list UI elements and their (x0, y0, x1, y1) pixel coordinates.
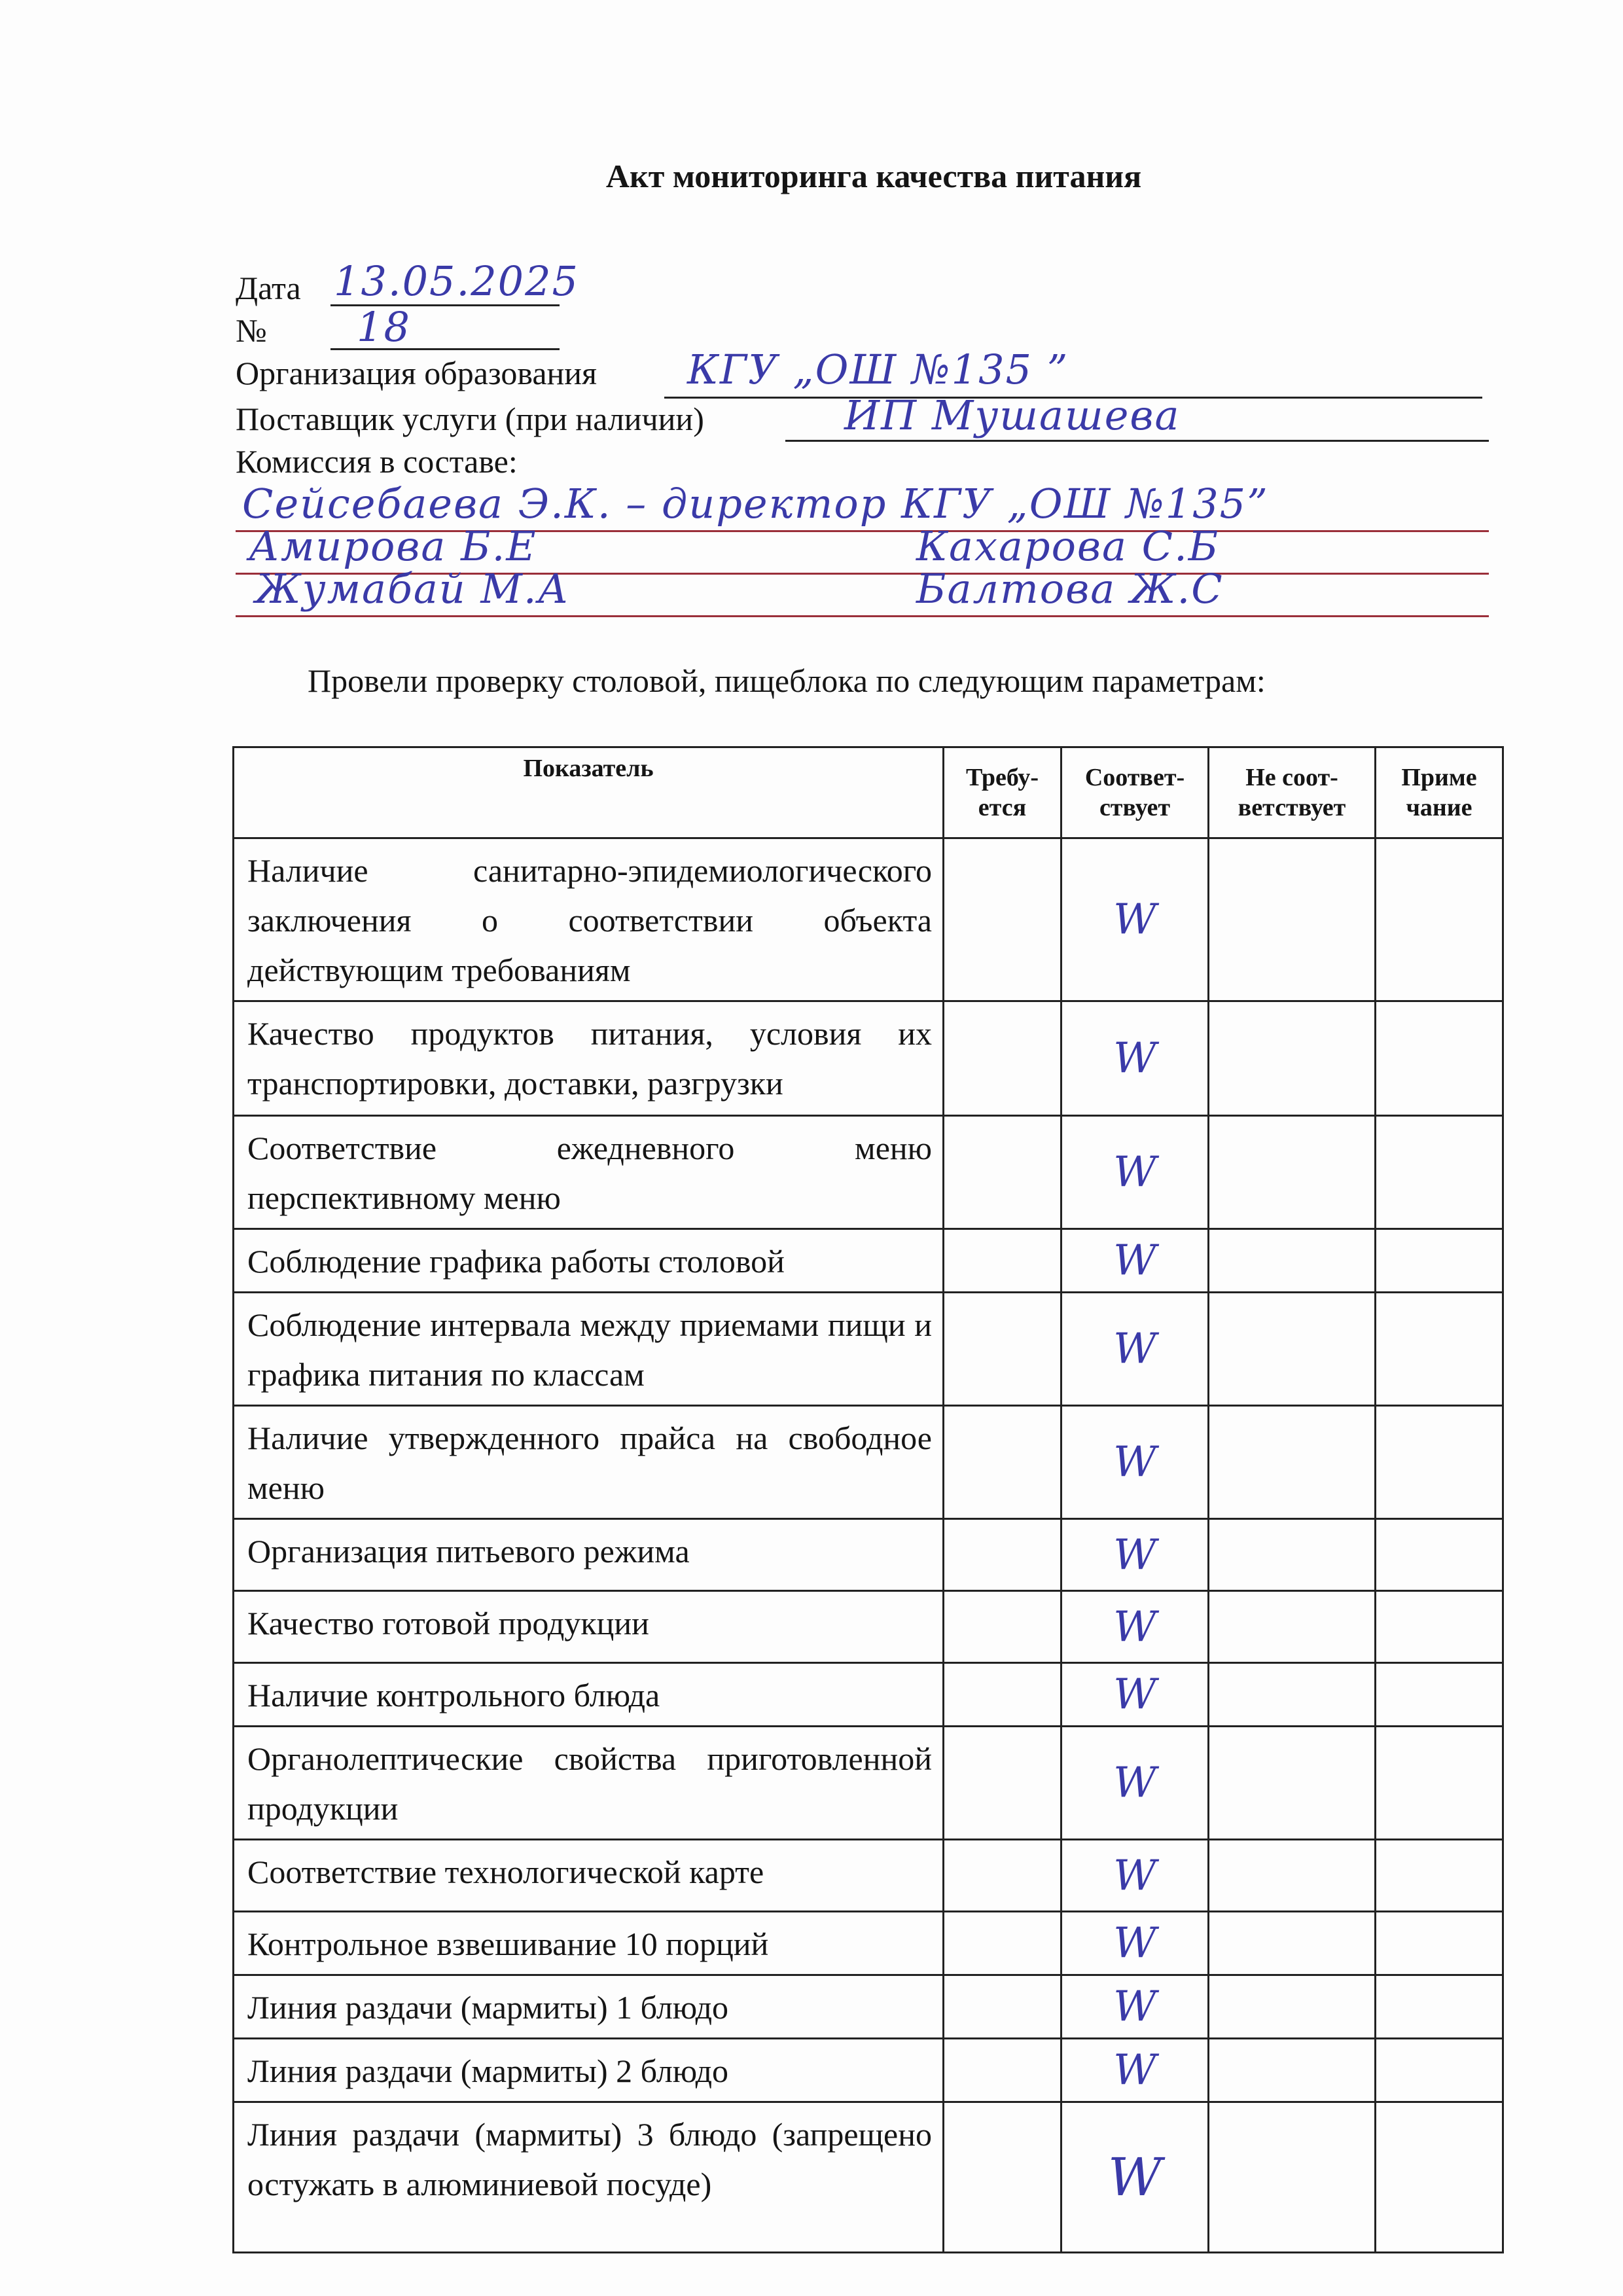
row-complies (1061, 1591, 1209, 1663)
row-required (944, 1406, 1061, 1519)
row-complies (1061, 2039, 1209, 2102)
row-complies (1061, 1912, 1209, 1975)
row-note (1376, 1912, 1503, 1975)
table-row (234, 1912, 1503, 1975)
row-required (944, 1519, 1061, 1591)
row-indicator: Наличие контрольного блюда (234, 1663, 944, 1727)
row-note (1376, 1591, 1503, 1663)
row-required (944, 1591, 1061, 1663)
row-not-complies (1209, 1229, 1376, 1293)
table-row (234, 2102, 1503, 2253)
row-complies (1061, 1116, 1209, 1229)
handwritten-check-icon: W (1113, 1670, 1156, 1719)
row-complies (1061, 1975, 1209, 2039)
row-note (1376, 1727, 1503, 1840)
row-note (1376, 1001, 1503, 1116)
row-required (944, 2102, 1061, 2253)
row-complies (1061, 1406, 1209, 1519)
number-value: 18 (357, 303, 411, 351)
organization-label: Организация образования (236, 355, 597, 391)
row-not-complies (1209, 1293, 1376, 1406)
table-row (234, 2039, 1503, 2102)
row-required (944, 838, 1061, 1001)
row-complies (1061, 1519, 1209, 1591)
handwritten-check-icon: W (1113, 1851, 1156, 1900)
handwritten-check-icon: W (1113, 1982, 1156, 2031)
number-label: № (236, 312, 267, 349)
row-note (1376, 1229, 1503, 1293)
row-not-complies (1209, 1591, 1376, 1663)
row-note (1376, 1840, 1503, 1912)
row-note (1376, 2102, 1503, 2253)
row-note (1376, 1116, 1503, 1229)
row-required (944, 1229, 1061, 1293)
supplier-underline (785, 440, 1489, 442)
row-required (944, 1116, 1061, 1229)
table-row (234, 1293, 1503, 1406)
row-not-complies (1209, 1975, 1376, 2039)
row-note (1376, 1519, 1503, 1591)
row-indicator: Соответствие технологической карте (234, 1840, 944, 1912)
row-not-complies (1209, 1519, 1376, 1591)
supplier-label: Поставщик услуги (при наличии) (236, 401, 704, 437)
handwritten-check-icon: W (1113, 1438, 1156, 1486)
row-not-complies (1209, 1727, 1376, 1840)
table-row (234, 1519, 1503, 1591)
row-required (944, 1727, 1061, 1840)
commission-label: Комиссия в составе: (236, 443, 518, 480)
header-indicator: Показатель (234, 747, 944, 838)
handwritten-check-icon: W (1113, 895, 1156, 944)
row-required (944, 1975, 1061, 2039)
row-complies (1061, 1229, 1209, 1293)
table-header-row (234, 747, 1503, 838)
row-not-complies (1209, 1840, 1376, 1912)
table-row (234, 1229, 1503, 1293)
row-complies (1061, 1663, 1209, 1727)
table-row (234, 838, 1503, 1001)
table-row (234, 1406, 1503, 1519)
row-complies (1061, 838, 1209, 1001)
header-not-complies: Не соот- ветствует (1209, 747, 1376, 838)
header-complies: Соответ- ствует (1061, 747, 1209, 838)
row-complies (1061, 2102, 1209, 2253)
row-required (944, 1663, 1061, 1727)
commission-line-2-right: Кахарова С.Б (916, 522, 1220, 570)
row-complies (1061, 1293, 1209, 1406)
table-row (234, 1840, 1503, 1912)
intro-text: Провели проверку столовой, пищеблока по следующим параметрам: (308, 662, 1266, 699)
commission-line-1: Сейсебаева Э.К. – директор КГУ „ОШ №135” (242, 480, 1269, 528)
handwritten-check-icon: W (1113, 1530, 1156, 1579)
commission-rule-3 (236, 615, 1489, 617)
row-indicator: Линия раздачи (мармиты) 1 блюдо (234, 1975, 944, 2039)
row-not-complies (1209, 2102, 1376, 2253)
row-note (1376, 1663, 1503, 1727)
date-value: 13.05.2025 (334, 257, 579, 305)
row-not-complies (1209, 1912, 1376, 1975)
row-required (944, 1912, 1061, 1975)
organization-value: КГУ „ОШ №135 ” (687, 346, 1069, 393)
document-title: Акт мониторинга качества питания (605, 158, 1142, 194)
row-note (1376, 2039, 1503, 2102)
handwritten-check-icon: W (1113, 1034, 1156, 1083)
table-row (234, 1727, 1503, 1840)
commission-line-3-right: Балтова Ж.С (916, 565, 1224, 613)
table-row (234, 1975, 1503, 2039)
row-required (944, 1293, 1061, 1406)
row-complies (1061, 1727, 1209, 1840)
row-indicator: Соответствие ежедневного меню перспективному меню (234, 1116, 944, 1229)
row-not-complies (1209, 1001, 1376, 1116)
table-row (234, 1663, 1503, 1727)
row-required (944, 1001, 1061, 1116)
table-row (234, 1001, 1503, 1116)
row-not-complies (1209, 2039, 1376, 2102)
table-row (234, 1116, 1503, 1229)
row-indicator: Качество готовой продукции (234, 1591, 944, 1663)
row-indicator: Контрольное взвешивание 10 порций (234, 1912, 944, 1975)
row-not-complies (1209, 1116, 1376, 1229)
row-indicator: Линия раздачи (мармиты) 2 блюдо (234, 2039, 944, 2102)
row-note (1376, 838, 1503, 1001)
row-indicator: Организация питьевого режима (234, 1519, 944, 1591)
row-note (1376, 1406, 1503, 1519)
row-indicator: Качество продуктов питания, условия их транспортировки, доставки, разгрузки (234, 1001, 944, 1116)
handwritten-check-icon: W (1113, 1148, 1156, 1196)
handwritten-check-icon: W (1107, 2146, 1162, 2208)
handwritten-check-icon: W (1113, 1759, 1156, 1807)
header-note: Приме чание (1376, 747, 1503, 838)
table-row (234, 1591, 1503, 1663)
row-note (1376, 1975, 1503, 2039)
row-indicator: Линия раздачи (мармиты) 3 блюдо (запрещено остужать в алюминиевой посуде) (234, 2102, 944, 2253)
supplier-value: ИП Мушашева (844, 391, 1181, 439)
handwritten-check-icon: W (1113, 1602, 1156, 1651)
handwritten-check-icon: W (1113, 1919, 1156, 1967)
date-label: Дата (236, 270, 301, 306)
row-complies (1061, 1001, 1209, 1116)
row-note (1376, 1293, 1503, 1406)
commission-line-3-left: Жумабай М.А (255, 565, 570, 613)
header-required: Требу- ется (944, 747, 1061, 838)
commission-line-2-left: Амирова Б.Е (249, 522, 537, 570)
row-complies (1061, 1840, 1209, 1912)
row-indicator: Органолептические свойства приготовленной продукции (234, 1727, 944, 1840)
row-not-complies (1209, 1406, 1376, 1519)
row-indicator: Наличие утвержденного прайса на свободное меню (234, 1406, 944, 1519)
row-indicator: Наличие санитарно-эпидемиологического заключения о соответствии объекта действующим требованиям (234, 838, 944, 1001)
row-required (944, 1840, 1061, 1912)
row-required (944, 2039, 1061, 2102)
monitoring-table (232, 746, 1504, 2253)
row-indicator: Соблюдение графика работы столовой (234, 1229, 944, 1293)
row-not-complies (1209, 1663, 1376, 1727)
row-indicator: Соблюдение интервала между приемами пищи и графика питания по классам (234, 1293, 944, 1406)
handwritten-check-icon: W (1113, 1236, 1156, 1285)
handwritten-check-icon: W (1113, 1325, 1156, 1373)
handwritten-check-icon: W (1113, 2046, 1156, 2094)
row-not-complies (1209, 838, 1376, 1001)
